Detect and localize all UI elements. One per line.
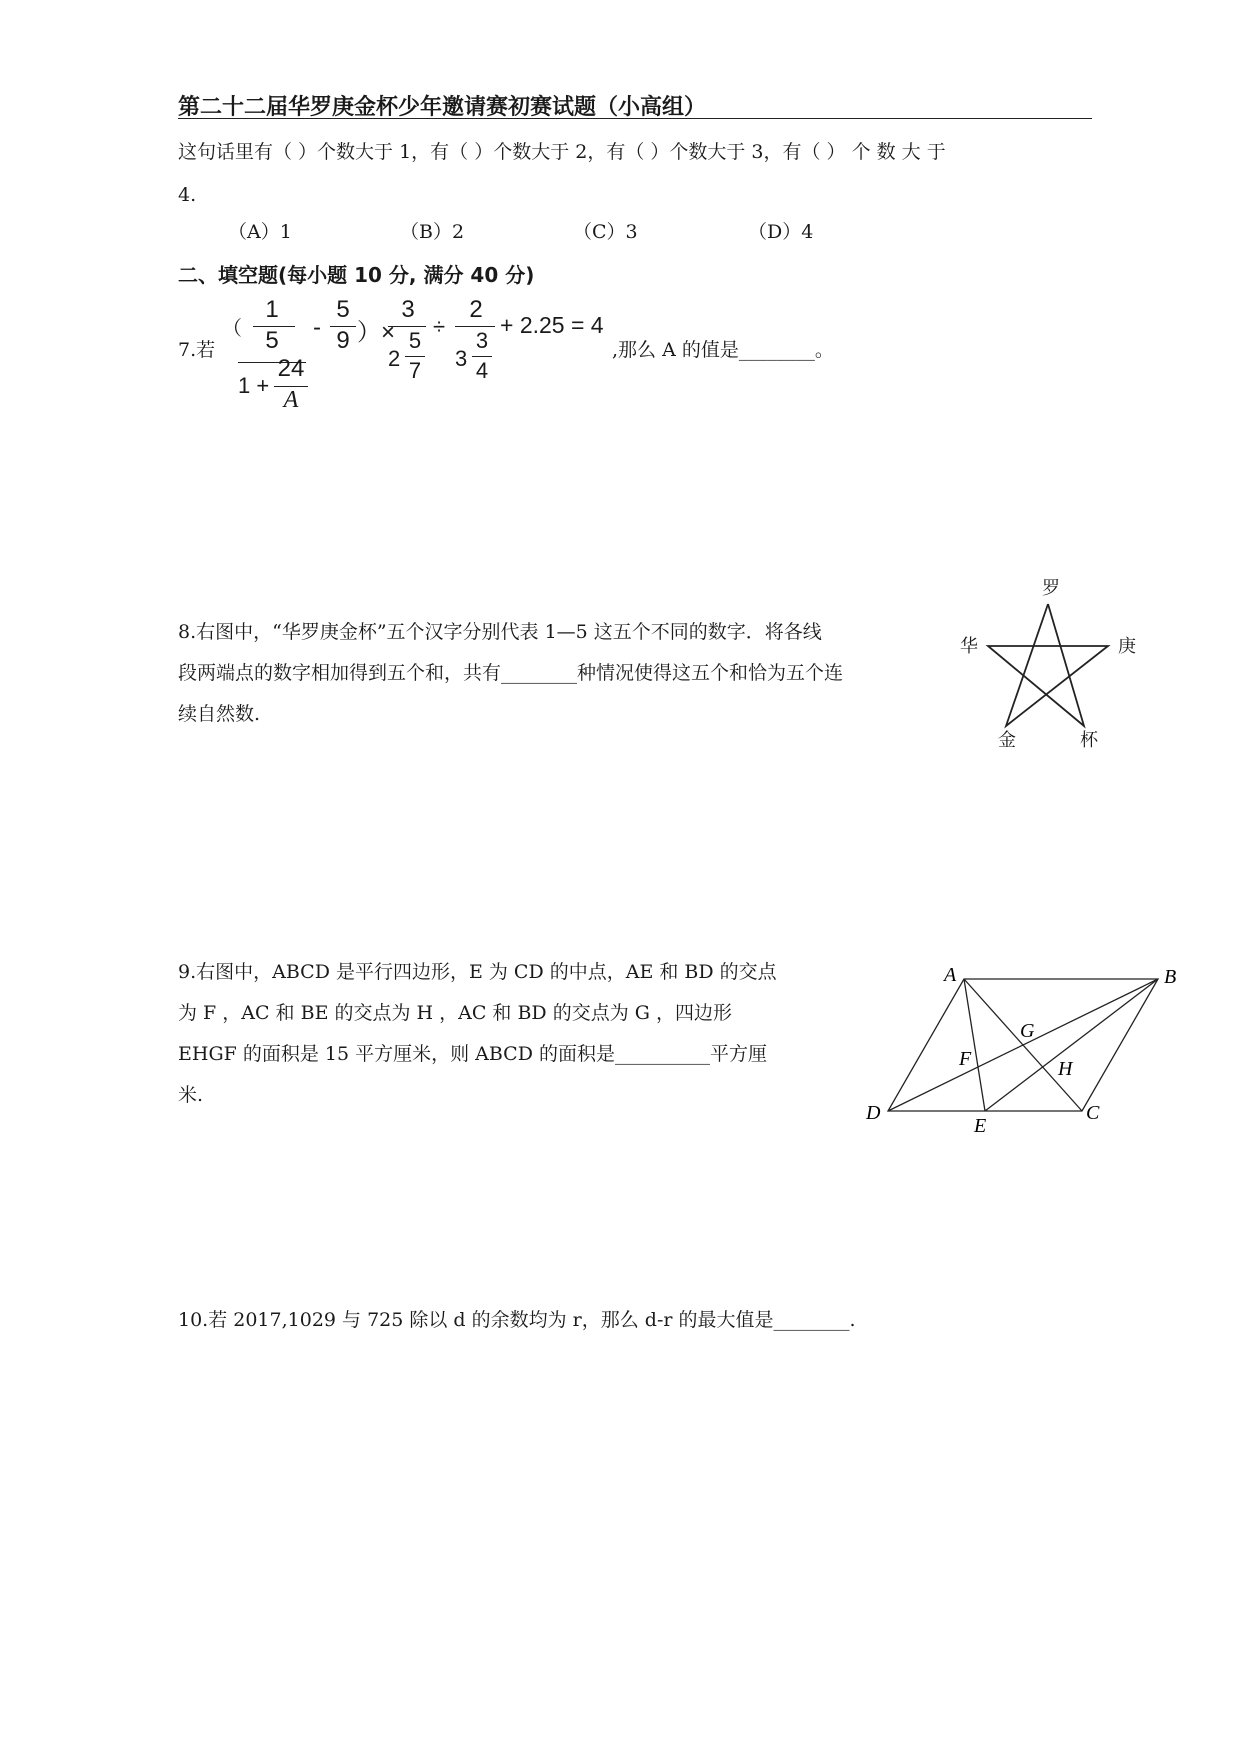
q9-text-line3: EHGF 的面积是 15 平方厘米，则 ABCD 的面积是__________平方厘	[178, 1043, 767, 1065]
q8-text-line3: 续自然数.	[178, 703, 261, 725]
point-label-g: G	[1020, 1020, 1035, 1042]
q7-den-4: 4	[475, 358, 489, 383]
q7-den-9: 9	[336, 327, 350, 354]
star-label-right: 庚	[1118, 636, 1136, 657]
q8-star-figure	[960, 568, 1140, 758]
point-label-a: A	[944, 964, 957, 986]
header-divider	[178, 118, 1092, 119]
q9-parallelogram-figure	[860, 955, 1180, 1135]
q7-den-5: 5	[265, 327, 279, 354]
parallelogram-lines	[888, 979, 1158, 1111]
q7-num-1: 1	[265, 296, 279, 323]
q7-open-paren: （	[222, 318, 242, 340]
q9-text-line4: 米.	[178, 1084, 204, 1106]
q8-text-line2: 段两端点的数字相加得到五个和，共有________种情况使得这五个和恰为五个连	[178, 662, 844, 684]
segment-be	[985, 979, 1158, 1111]
star-label-bottom-left: 金	[998, 730, 1016, 751]
q6-option-b: （B）2	[400, 221, 465, 243]
q6-option-d: （D）4	[748, 221, 814, 243]
q7-close-times: ）×	[357, 319, 396, 346]
q6-option-a: （A）1	[228, 221, 292, 243]
q7-prefix: 7.若	[178, 339, 216, 361]
point-label-b: B	[1164, 966, 1177, 988]
star-label-bottom-right: 杯	[1080, 730, 1098, 751]
q7-divide: ÷	[433, 314, 446, 339]
q7-num-5: 5	[336, 296, 350, 323]
star-label-top: 罗	[1042, 578, 1060, 599]
page-header-title: 第二十二届华罗庚金杯少年邀请赛初赛试题（小高组）	[178, 95, 707, 120]
q7-num-24: 24	[277, 355, 305, 382]
q6-text-line2: 4.	[178, 184, 197, 206]
point-label-d: D	[866, 1102, 881, 1124]
q6-option-c: （C）3	[573, 221, 638, 243]
q7-num-2: 2	[469, 296, 483, 323]
q7-minus: -	[313, 314, 321, 341]
q10-text-line1: 10.若 2017,1029 与 725 除以 d 的余数均为 r，那么 d-r 的最大值是________.	[178, 1309, 856, 1331]
q7-num-5b: 5	[408, 328, 422, 353]
point-label-h: H	[1058, 1058, 1073, 1080]
q7-den-A: A	[283, 387, 299, 413]
q7-whole-3: 3	[455, 346, 468, 371]
q7-tail: + 2.25 = 4	[500, 312, 604, 338]
section-heading-fill-in: 二、填空题(每小题 10 分, 满分 40 分)	[178, 263, 535, 287]
q7-suffix: ,那么 A 的值是________。	[612, 339, 834, 361]
q7-one-plus: 1 +	[238, 373, 270, 398]
q7-bar-2-mixed	[455, 326, 495, 327]
q7-bar-3-4	[472, 356, 492, 357]
q7-num-3: 3	[401, 296, 415, 323]
q8-text-line1: 8.右图中，“华罗庚金杯”五个汉字分别代表 1—5 这五个不同的数字．将各线	[178, 621, 822, 643]
star-outline	[988, 604, 1108, 726]
point-label-f: F	[959, 1048, 972, 1070]
q6-text-line1: 这句话里有（ ）个数大于 1，有（ ）个数大于 2，有（ ）个数大于 3，有（ ） 个 数 大 于	[178, 141, 946, 163]
q7-den-7: 7	[408, 358, 422, 383]
q7-num-3b: 3	[475, 328, 489, 353]
point-label-c: C	[1086, 1102, 1100, 1124]
q7-whole-2: 2	[388, 346, 401, 371]
q9-text-line2: 为 F ，AC 和 BE 的交点为 H ，AC 和 BD 的交点为 G ，四边形	[178, 1002, 732, 1024]
point-label-e: E	[974, 1115, 987, 1135]
q9-text-line1: 9.右图中，ABCD 是平行四边形，E 为 CD 的中点，AE 和 BD 的交点	[178, 961, 777, 983]
q7-bar-3-mixed	[388, 326, 426, 327]
star-label-left: 华	[960, 636, 978, 657]
q7-bar-5-7	[405, 356, 425, 357]
